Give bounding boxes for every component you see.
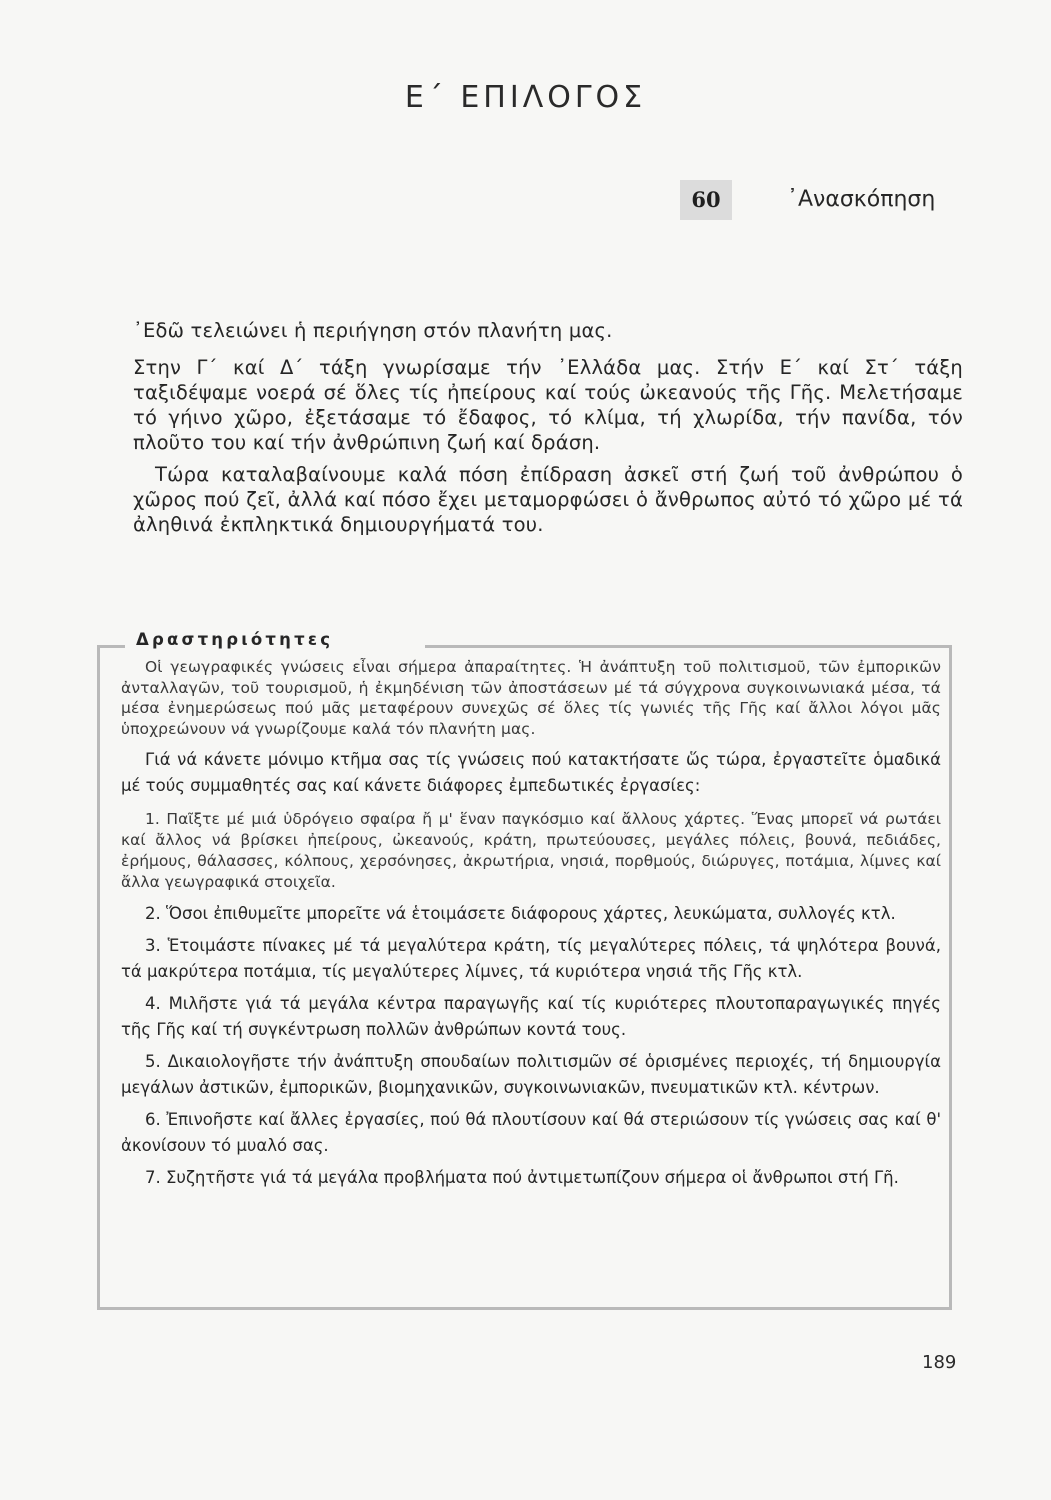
activity-task: 7. Συζητῆστε γιά τά μεγάλα προβλήματα πού ἀντιμετωπίζουν σήμερα οἱ ἄνθρωποι στή Γῆ.	[145, 1168, 899, 1187]
activity-task: 3. Ἑτοιμάστε πίνακες μέ τά μεγαλύτερα κράτη, τίς μεγαλύτερες πόλεις, τά ψηλότερα βουνά, τά μακρύτερα ποτάμια, τίς μεγαλύτερες λίμνες, τά κυριότερα νησιά τῆς Γῆς κτλ.	[121, 936, 941, 981]
activity-task: 5. Δικαιολογῆστε τήν ἀνάπτυξη σπουδαίων πολιτισμῶν σέ ὁρισμένες περιοχές, τή δημιουργία μεγάλων ἀστικῶν, ἐμπορικῶν, βιομηχανικῶν, συγκοινωνιακῶν, πνευματικῶν κτλ. κέντρων.	[121, 1052, 941, 1097]
intro-paragraph: Τώρα καταλαβαίνουμε καλά πόση ἐπίδραση ἀσκεῖ στή ζωή τοῦ ἀνθρώπου ὁ χῶρος πού ζεῖ, ἀλλά καί πόσο ἔχει μεταμορφώσει ὁ ἄνθρωπος αὐτό τό χῶρο μέ τά ἀληθινά ἐκπληκτικά δημιουργήματά του.	[133, 463, 963, 536]
activities-box	[97, 630, 952, 1310]
section-title: ᾿Ανασκόπηση	[787, 187, 936, 212]
activities-instruction: Γιά νά κάνετε μόνιμο κτῆμα σας τίς γνώσεις πού κατακτήσατε ὥς τώρα, ἐργαστεῖτε ὁμαδικά μέ τούς συμμαθητές σας καί κάνετε διάφορες ἐμπεδωτικές ἐργασίες:	[121, 750, 941, 795]
intro-paragraph: Στην Γ΄ καί Δ΄ τάξη γνωρίσαμε τήν ᾿Ελλάδα μας. Στήν Ε΄ καί Στ΄ τάξη ταξιδέψαμε νοερά σέ ὅλες τίς ἠπείρους καί τούς ὠκεανούς τῆς Γῆς. Μελετήσαμε τό γήινο χῶρο, ἐξετάσαμε τό ἔδαφος, τό κλίμα, τή χλωρίδα, τήν πανίδα, τόν πλοῦτο του καί τήν ἀνθρώπινη ζωή καί δράση.	[133, 356, 963, 454]
section-number: 60	[680, 180, 732, 220]
activity-task: 1. Παῖξτε μέ μιά ὑδρόγειο σφαίρα ἤ μ' ἕναν παγκόσμιο καί ἄλλους χάρτες. Ἕνας μπορεῖ νά ρωτάει καί ἄλλος νά βρίσκει ἠπείρους, ὠκεανούς, κράτη, πρωτεύουσες, μεγάλες πόλεις, βουνά, πεδιάδες, ἐρήμους, θάλασσες, κόλπους, χερσόνησες, ἀκρωτήρια, νησιά, πορθμούς, διώρυγες, ποτάμια, λίμνες καί ἄλλα γεωγραφικά στοιχεῖα.	[121, 810, 941, 891]
activity-task: 2. Ὅσοι ἐπιθυμεῖτε μπορεῖτε νά ἑτοιμάσετε διάφορους χάρτες, λευκώματα, συλλογές κτλ.	[145, 904, 896, 923]
intro-paragraph: ᾿Εδῶ τελειώνει ἡ περιήγηση στόν πλανήτη μας.	[133, 319, 613, 342]
activity-task: 6. Ἐπινοῆστε καί ἄλλες ἐργασίες, πού θά πλουτίσουν καί θά στεριώσουν τίς γνώσεις σας καί θ' ἀκονίσουν τό μυαλό σας.	[121, 1110, 941, 1155]
box-border-left-segment	[97, 645, 125, 648]
page-number: 189	[922, 1352, 957, 1373]
activities-heading: Δραστηριότητες	[136, 630, 334, 649]
intro-text	[133, 318, 963, 544]
activities-content	[121, 657, 941, 1197]
box-border-right-segment	[425, 645, 952, 648]
chapter-title: Ε΄ ΕΠΙΛΟΓΟΣ	[404, 80, 647, 115]
activities-intro: Οἱ γεωγραφικές γνώσεις εἶναι σήμερα ἀπαραίτητες. Ἡ ἀνάπτυξη τοῦ πολιτισμοῦ, τῶν ἐμπορικῶν ἀνταλλαγῶν, τοῦ τουρισμοῦ, ἡ ἐκμηδένιση τῶν ἀποστάσεων μέ τά σύγχρονα συγκοινωνιακά μέσα, τά μέσα ἐνημερώσεως πού μᾶς μεταφέρουν συνεχῶς σέ ὅλες τίς γωνιές τῆς Γῆς καί ἄλλοι λόγοι μᾶς ὑποχρεώνουν νά γνωρίζουμε καλά τόν πλανήτη μας.	[121, 658, 941, 738]
activity-task: 4. Μιλῆστε γιά τά μεγάλα κέντρα παραγωγῆς καί τίς κυριότερες πλουτοπαραγωγικές πηγές τῆς Γῆς καί τή συγκέντρωση πολλῶν ἀνθρώπων κοντά τους.	[121, 994, 941, 1039]
